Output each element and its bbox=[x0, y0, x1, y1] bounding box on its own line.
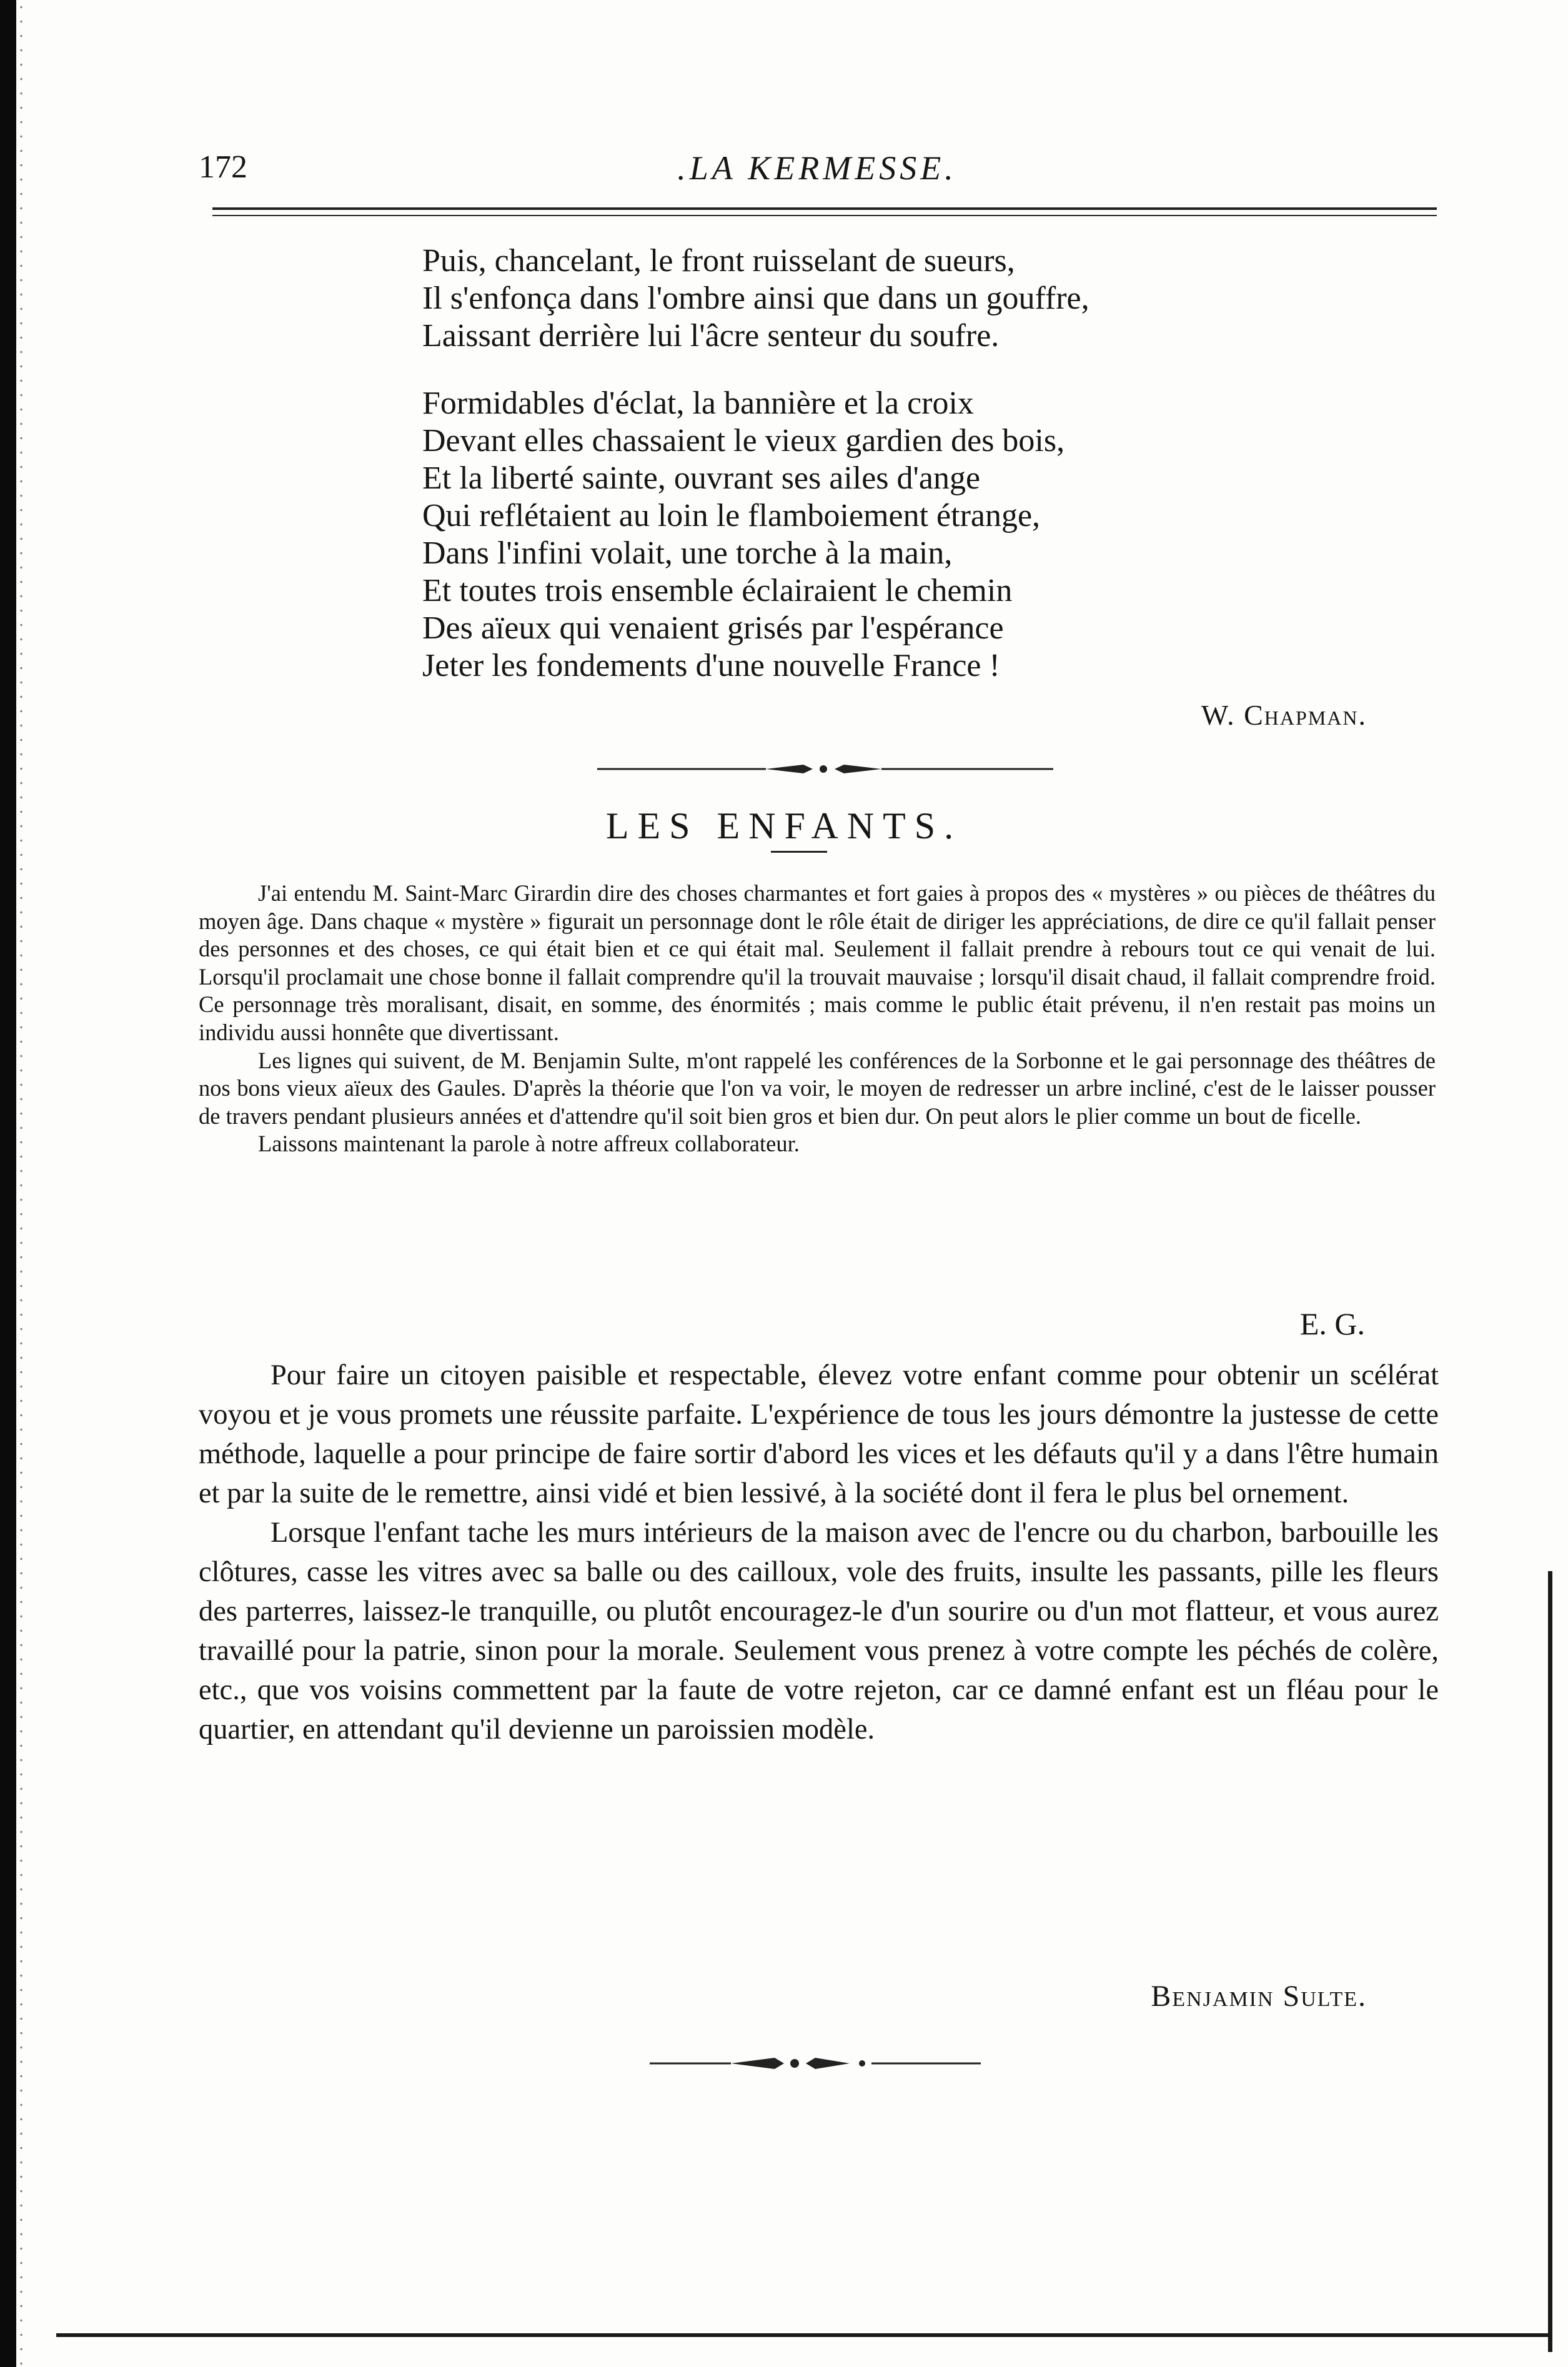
poem-line: Laissant derrière lui l'âcre senteur du soufre. bbox=[422, 318, 1000, 354]
poem bbox=[422, 242, 1434, 715]
running-title: .LA KERMESSE. bbox=[677, 149, 957, 187]
intro-paragraph: Laissons maintenant la parole à notre affreux collaborateur. bbox=[258, 1131, 800, 1157]
essay-text bbox=[199, 1356, 1439, 1749]
section-divider-ornament bbox=[597, 760, 1053, 778]
right-margin-rule bbox=[1548, 1571, 1552, 2352]
essay-paragraph: Lorsque l'enfant tache les murs intérieurs de la maison avec de l'encre ou du charbon, barbouille les clôtures, casse les vitres avec sa balle ou des cailloux, vole des fruits, insulte les passants, pille les fleurs des parterres, laissez-le tranquille, ou plutôt encouragez-le d'un sourire ou d'un mot flatteur, et vous aurez travaillé pour la patrie, sinon pour la morale. Seulement vous prenez à votre compte les péchés de colère, etc., que vos voisins commettent par la faute de votre rejeton, car ce damné enfant est un fléau pour le quartier, en attendant qu'il devienne un paroissien modèle. bbox=[199, 1517, 1439, 1745]
essay-paragraph: Pour faire un citoyen paisible et respectable, élevez votre enfant comme pour obtenir un scélérat voyou et je vous promets une réussite parfaite. L'expérience de tous les jours démontre la justesse de cette méthode, laquelle a pour principe de faire sortir d'abord les vices et les défauts qu'il y a dans l'être humain et par la suite de le remettre, ainsi vidé et bien lessivé, à la société dont il fera le plus bel ornement. bbox=[199, 1359, 1439, 1509]
section-title-underline bbox=[771, 851, 827, 853]
poem-line: Dans l'infini volait, une torche à la main, bbox=[422, 535, 953, 571]
poem-stanza bbox=[422, 242, 1434, 355]
poem-line: Puis, chancelant, le front ruisselant de sueurs, bbox=[422, 243, 1015, 279]
poem-signature: W. Chapman. bbox=[1201, 699, 1367, 731]
poem-line: Et toutes trois ensemble éclairaient le chemin bbox=[422, 573, 1013, 608]
poem-line: Il s'enfonça dans l'ombre ainsi que dans un gouffre, bbox=[422, 280, 1089, 316]
poem-line: Jeter les fondements d'une nouvelle France ! bbox=[422, 648, 1000, 683]
intro-text bbox=[199, 880, 1436, 1158]
poem-line: Devant elles chassaient le vieux gardien des bois, bbox=[422, 423, 1065, 459]
bottom-margin-rule bbox=[56, 2333, 1552, 2337]
poem-line: Qui reflétaient au loin le flamboiement étrange, bbox=[422, 498, 1041, 533]
page-number: 172 bbox=[199, 149, 247, 185]
intro-signature: E. G. bbox=[1299, 1306, 1365, 1341]
poem-stanza bbox=[422, 385, 1434, 685]
page-binding-edge bbox=[0, 0, 16, 2367]
header-rule-thin bbox=[212, 215, 1437, 216]
poem-line: Des aïeux qui venaient grisés par l'espérance bbox=[422, 610, 1004, 646]
essay-signature: Benjamin Sulte. bbox=[1151, 1980, 1367, 2013]
section-title: LES ENFANTS. bbox=[605, 805, 963, 846]
end-ornament bbox=[650, 2052, 981, 2075]
binding-perforation bbox=[19, 0, 24, 2367]
poem-line: Formidables d'éclat, la bannière et la croix bbox=[422, 385, 974, 421]
intro-paragraph: Les lignes qui suivent, de M. Benjamin Sulte, m'ont rappelé les conférences de la Sorbonne et le gai personnage des théâtres de nos bons vieux aïeux des Gaules. D'après la théorie que l'on va voir, le moyen de redresser un arbre incliné, c'est de le laisser pousser de travers pendant plusieurs années et d'attendre qu'il soit bien gros et bien dur. On peut alors le plier comme un bout de ficelle. bbox=[199, 1047, 1436, 1129]
header-rule bbox=[212, 207, 1437, 210]
intro-paragraph: J'ai entendu M. Saint-Marc Girardin dire des choses charmantes et fort gaies à propos des « mystères » ou pièces de théâtres du moyen âge. Dans chaque « mystère » figurait un personnage dont le rôle était de diriger les appréciations, de dire ce qu'il fallait penser des personnes et des choses, ce qui était bien et ce qui était mal. Seulement il fallait prendre à rebours tout ce qui venait de lui. Lorsqu'il proclamait une chose bonne il fallait comprendre qu'il la trouvait mauvaise ; lorsqu'il disait chaud, il fallait comprendre froid. Ce personnage très moralisant, disait, en somme, des énormités ; mais comme le public était prévenu, il n'en restait pas moins un individu aussi honnête que divertissant. bbox=[199, 880, 1436, 1045]
page-header bbox=[199, 149, 1436, 199]
poem-line: Et la liberté sainte, ouvrant ses ailes d'ange bbox=[422, 460, 981, 496]
